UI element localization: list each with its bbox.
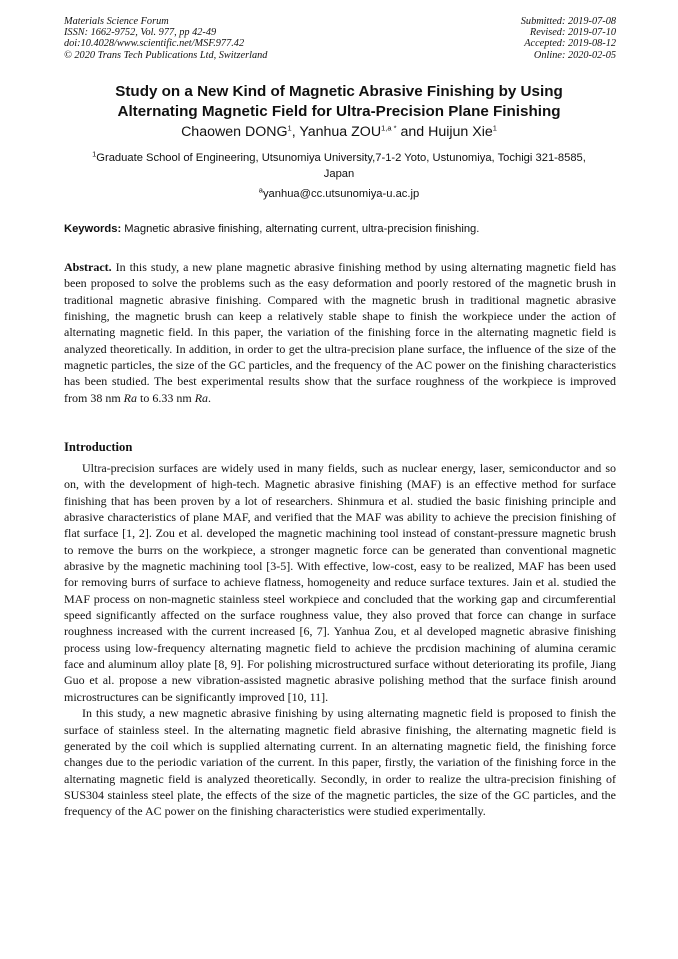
keywords xyxy=(64,222,616,236)
submission-dates xyxy=(521,16,616,61)
copyright-line: © 2020 Trans Tech Publications Ltd, Switzerland xyxy=(64,49,268,61)
keywords-label: Keywords: xyxy=(64,223,122,235)
abstract-text: In this study, a new plane magnetic abrasive finishing method by using alternating magnetic field has been proposed to solve the problems such as the easy deformation and poorly restored of the magnetic brush in traditional magnetic abrasive finishing. Compared with the magnetic brush in traditional magnetic abrasive finishing, the magnetic brush can keep a relatively stable shape to finish the workpiece under the action of alternating magnetic field. In this paper, the variation of the finishing force in the alternating magnetic field is analyzed theoretically. In addition, in order to get the ultra-precision plane surface, the influence of the size of the magnetic particles, the size of the GC particles, and the frequency of the AC power on the finishing characteristics has been studied. The best experimental results show that the surface roughness of the workpiece is improved from 38 nm xyxy=(64,260,616,405)
paragraph: In this study, a new magnetic abrasive finishing by using alternating magnetic field is proposed to finish the surface of stainless steel. In the alternating magnetic field abrasive finishing, the alternating magnetic field is generated by the coil which is supplied alternating current. In an alternating magnetic field, the finishing force changes due to the periodic variation of the current. In this paper, firstly, the variation of the finishing force in the alternating magnetic field is analyzed theoretically. Secondly, in order to realize the ultra-precision finishing of SUS304 stainless steel plate, the effects of the size of the magnetic particles, the size of the GC particles, and the frequency of the AC power on the finishing characteristics were studied experimentally. xyxy=(64,706,616,819)
title-line-1: Study on a New Kind of Magnetic Abrasive Finishing by Using xyxy=(115,83,563,100)
author-affil-marker: 1 xyxy=(287,123,292,133)
accepted-date: Accepted: 2019-08-12 xyxy=(524,38,616,50)
introduction-body xyxy=(64,460,616,820)
author-affil-marker: 1 xyxy=(492,123,497,133)
abstract-label: Abstract. xyxy=(64,260,112,274)
author-name: Chaowen DONG xyxy=(181,124,288,140)
keywords-text: Magnetic abrasive finishing, alternating current, ultra-precision finishing. xyxy=(121,223,480,235)
author-name: Yanhua ZOU xyxy=(299,124,382,140)
title-line-2: Alternating Magnetic Field for Ultra-Precision Plane Finishing xyxy=(117,102,561,120)
section-heading-introduction: Introduction xyxy=(64,440,133,454)
abstract xyxy=(64,259,616,406)
abstract-text: . xyxy=(208,390,212,405)
journal-info xyxy=(64,16,267,61)
ra-symbol: Ra xyxy=(123,390,138,405)
issn-line: ISSN: 1662-9752, Vol. 977, pp 42-49 xyxy=(64,27,217,39)
paper-title xyxy=(40,82,638,121)
author-separator: , xyxy=(291,124,300,140)
abstract-text: to 6.33 nm xyxy=(137,390,195,405)
email-address: yanhua@cc.utsunomiya-u.ac.jp xyxy=(262,188,420,200)
author-name: Huijun Xie xyxy=(428,124,493,140)
author-affil-marker: 1,a * xyxy=(381,123,397,133)
ra-symbol: Ra xyxy=(194,390,209,405)
paragraph: Ultra-precision surfaces are widely used in many fields, such as nuclear energy, laser, semiconductor and so on, with the development of high-tech. Magnetic abrasive finishing (MAF) is an effective method for surface finishing that has been proven by a lot of researchers. Shinmura et al. studied the basic finishing principle and abrasive characteristics of plane MAF, and verified that the MAF was ability to achieve the precision finishing of flat surface [1, 2]. Zou et al. developed the magnetic machining tool instead of constant-pressure magnetic brush to remove the burrs on the workpiece, a stronger magnetic force can be generated than conventional magnetic abrasive by the magnetic machining tool [3-5]. With effective, low-cost, easy to be realized, MAF has been used for removing burrs of surface to achieve flatness, homogeneity and reduce surface textures. Jain et al. studied the MAF process on non-magnetic stainless steel workpiece and concluded that the working gap and circumferential speed significantly affected on the surface roughness value, they also proved that force can change in surface roughness increased with the current increased [6, 7]. Yanhua Zou, et al developed magnetic abrasive finishing process using low-frequency alternating magnetic field to achieve the prcdision machining of alumina ceramic face and aluminum alloy plate [8, 9]. For polishing microstructured surface without deteriorating its profile, Jiang Guo et al. propose a new vibration-assisted magnetic abrasive polishing method that the surface finish around microstructures can be significantly improved [10, 11]. xyxy=(64,461,616,704)
doi-line: doi:10.4028/www.scientific.net/MSF.977.42 xyxy=(64,38,245,50)
affil-text: Graduate School of Engineering, Utsunomiya University,7-1-2 Yoto, Ustunomiya, Tochigi 321-8585, Japan xyxy=(96,152,586,180)
journal-name: Materials Science Forum xyxy=(64,16,169,27)
affil-marker: 1 xyxy=(92,149,97,159)
email-marker: a xyxy=(258,185,263,195)
affiliation xyxy=(80,150,598,182)
corresponding-email xyxy=(40,187,638,201)
author-list xyxy=(40,123,638,141)
author-separator: and xyxy=(396,124,429,140)
revised-date: Revised: 2019-07-10 xyxy=(529,27,616,39)
online-date: Online: 2020-02-05 xyxy=(533,49,616,61)
submitted-date: Submitted: 2019-07-08 xyxy=(520,16,616,27)
